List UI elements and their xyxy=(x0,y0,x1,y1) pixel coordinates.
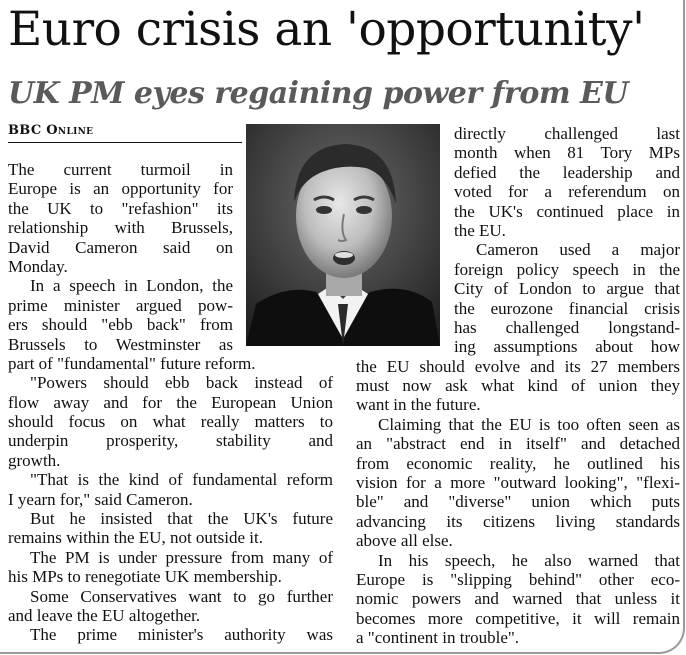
text-line: month when 81 Tory MPs xyxy=(454,143,680,163)
text-line: David Cameron said on xyxy=(8,237,233,257)
text-line: growth. xyxy=(8,450,61,470)
text-line: ble" and "diverse" union which puts xyxy=(356,492,680,512)
text-line: part of "fundamental" future reform. xyxy=(8,353,256,373)
text-line: Europe is "slipping behind" other eco- xyxy=(356,569,680,589)
text-line: foreign policy speech in the xyxy=(454,259,680,279)
text-line: In his speech, he also warned that xyxy=(378,550,680,570)
right-column xyxy=(356,124,680,648)
text-line: remains within the EU, not outside it. xyxy=(8,528,263,548)
headline: Euro crisis an 'opportunity' xyxy=(8,2,645,57)
subheadline: UK PM eyes regaining power from EU xyxy=(8,76,629,111)
text-line: want in the future. xyxy=(356,395,481,415)
text-line: an "abstract end in itself" and detached xyxy=(356,434,680,454)
text-line: Brussels to Westminster as xyxy=(8,334,233,354)
text-line: relationship with Brussels, xyxy=(8,218,233,238)
text-line: City of London to argue that xyxy=(454,279,680,299)
text-line: becomes more competitive, it will remain xyxy=(356,608,680,628)
text-line: I yearn for," said Cameron. xyxy=(8,489,193,509)
text-line: underpin prosperity, stability and xyxy=(8,431,333,451)
text-line: flow away and for the European Union xyxy=(8,392,333,412)
text-line: and leave the EU altogether. xyxy=(8,605,201,625)
text-line: "Powers should ebb back instead of xyxy=(30,373,333,393)
text-line: The PM is under pressure from many of xyxy=(30,547,333,567)
text-line: the UK's continued place in xyxy=(454,201,680,221)
text-line: vision for a more "outward looking", "flexi- xyxy=(356,473,680,493)
text-line: has challenged longstand- xyxy=(454,317,680,337)
text-line: In a speech in London, the xyxy=(30,276,233,296)
left-column xyxy=(8,160,333,645)
text-line: the EU. xyxy=(454,220,506,240)
text-line: directly challenged last xyxy=(454,124,680,143)
text-line: ers should "ebb back" from xyxy=(8,315,233,335)
text-line: advancing its citizens living standards xyxy=(356,511,680,531)
text-line: Cameron used a major xyxy=(476,240,680,260)
text-line: must now ask what kind of union they xyxy=(356,376,680,396)
text-line: a "continent in trouble". xyxy=(356,628,520,648)
text-line: the EU should evolve and its 27 members xyxy=(356,356,680,376)
text-line: the eurozone financial crisis xyxy=(454,298,680,318)
text-line: But he insisted that the UK's future xyxy=(30,509,333,529)
text-line: should focus on what really matters to xyxy=(8,412,333,432)
byline: BBC Online xyxy=(8,122,242,143)
text-line: "That is the kind of fundamental reform xyxy=(30,470,333,490)
text-line: above all else. xyxy=(356,531,453,551)
text-line: Monday. xyxy=(8,256,68,276)
text-line: voted for a referendum on xyxy=(454,182,680,202)
text-line: The current turmoil in xyxy=(8,160,233,179)
text-line: defied the leadership and xyxy=(454,162,680,182)
text-line: from economic reality, he outlined his xyxy=(356,453,680,473)
text-line: Claiming that the EU is too often seen as xyxy=(378,414,680,434)
text-line: prime minister argued pow- xyxy=(8,295,233,315)
text-line: Some Conservatives want to go further xyxy=(30,586,333,606)
text-line: The prime minister's authority was xyxy=(30,625,333,645)
text-line: the UK to "refashion" its xyxy=(8,198,233,218)
text-line: nomic powers and warned that unless it xyxy=(356,589,680,609)
text-line: Europe is an opportunity for xyxy=(8,179,233,199)
text-line: his MPs to renegotiate UK membership. xyxy=(8,567,282,587)
text-line: ing assumptions about how xyxy=(454,337,680,357)
